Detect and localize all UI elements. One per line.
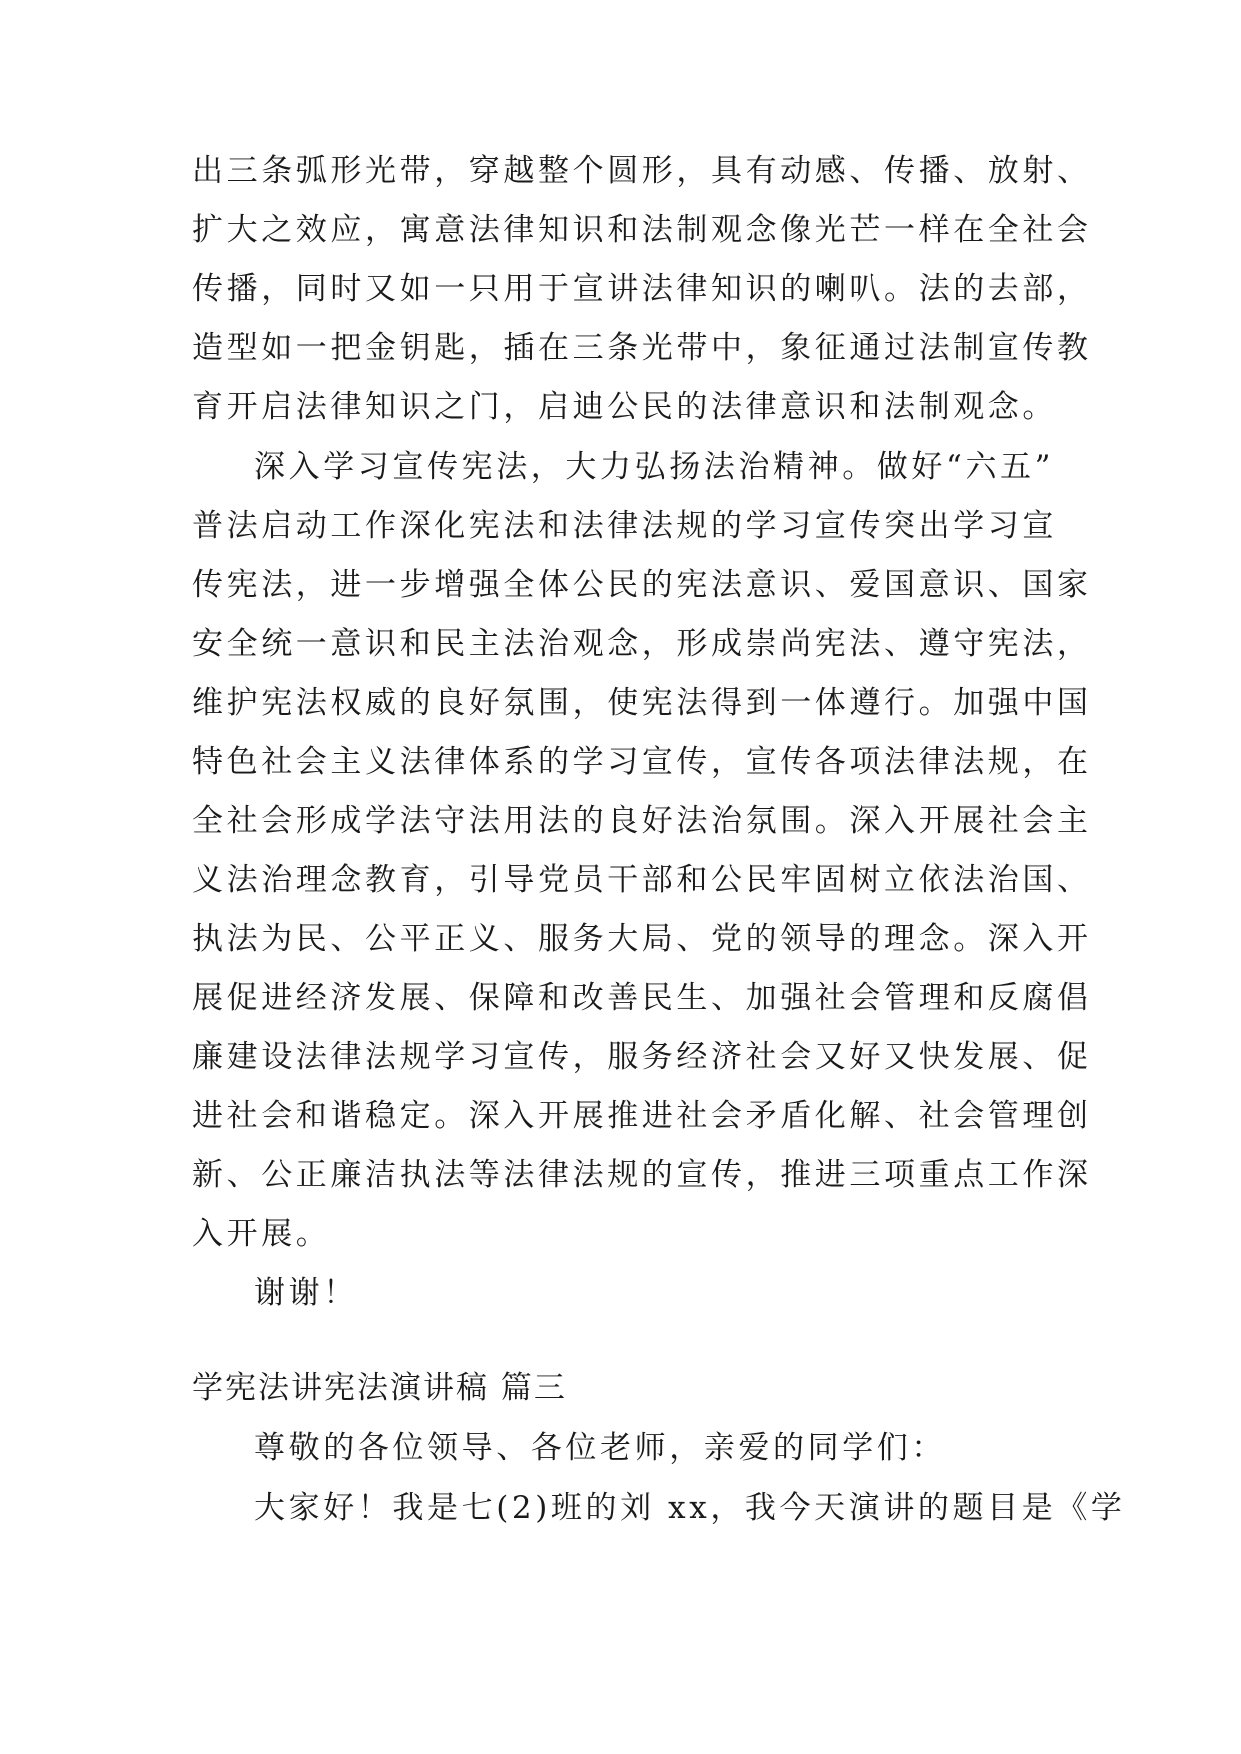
paragraph-line: 特色社会主义法律体系的学习宣传，宣传各项法律法规，在 bbox=[192, 744, 1092, 780]
paragraph-line: 安全统一意识和民主法治观念，形成崇尚宪法、遵守宪法， bbox=[192, 626, 1092, 662]
paragraph-line: 扩大之效应，寓意法律知识和法制观念像光芒一样在全社会 bbox=[192, 212, 1092, 248]
paragraph-line: 传播，同时又如一只用于宣讲法律知识的喇叭。法的去部， bbox=[192, 271, 1092, 307]
paragraph-line: 展促进经济发展、保障和改善民生、加强社会管理和反腐倡 bbox=[192, 980, 1092, 1016]
paragraph-line: 维护宪法权威的良好氛围，使宪法得到一体遵行。加强中国 bbox=[192, 685, 1092, 721]
paragraph-line: 深入学习宣传宪法，大力弘扬法治精神。做好“六五” bbox=[254, 449, 1055, 485]
paragraph-line: 育开启法律知识之门，启迪公民的法律意识和法制观念。 bbox=[192, 389, 1057, 425]
paragraph-line: 义法治理念教育，引导党员干部和公民牢固树立依法治国、 bbox=[192, 862, 1092, 898]
paragraph-line: 全社会形成学法守法用法的良好法治氛围。深入开展社会主 bbox=[192, 803, 1092, 839]
paragraph-line: 进社会和谐稳定。深入开展推进社会矛盾化解、社会管理创 bbox=[192, 1098, 1092, 1134]
paragraph-line: 入开展。 bbox=[192, 1216, 331, 1252]
intro-line: 大家好！我是七(2)班的刘 xx，我今天演讲的题目是《学 bbox=[254, 1490, 1126, 1526]
paragraph-line: 廉建设法律法规学习宣传，服务经济社会又好又快发展、促 bbox=[192, 1039, 1092, 1075]
paragraph-line: 新、公正廉洁执法等法律法规的宣传，推进三项重点工作深 bbox=[192, 1157, 1092, 1193]
paragraph-line: 执法为民、公平正义、服务大局、党的领导的理念。深入开 bbox=[192, 921, 1092, 957]
closing-text: 谢谢！ bbox=[254, 1275, 358, 1311]
section-title: 学宪法讲宪法演讲稿 篇三 bbox=[192, 1370, 567, 1406]
salutation: 尊敬的各位领导、各位老师，亲爱的同学们： bbox=[254, 1430, 946, 1466]
paragraph-line: 传宪法，进一步增强全体公民的宪法意识、爱国意识、国家 bbox=[192, 567, 1092, 603]
paragraph-line: 造型如一把金钥匙，插在三条光带中，象征通过法制宣传教 bbox=[192, 330, 1092, 366]
paragraph-line: 出三条弧形光带，穿越整个圆形，具有动感、传播、放射、 bbox=[192, 153, 1092, 189]
paragraph-line: 普法启动工作深化宪法和法律法规的学习宣传突出学习宣 bbox=[192, 508, 1057, 544]
